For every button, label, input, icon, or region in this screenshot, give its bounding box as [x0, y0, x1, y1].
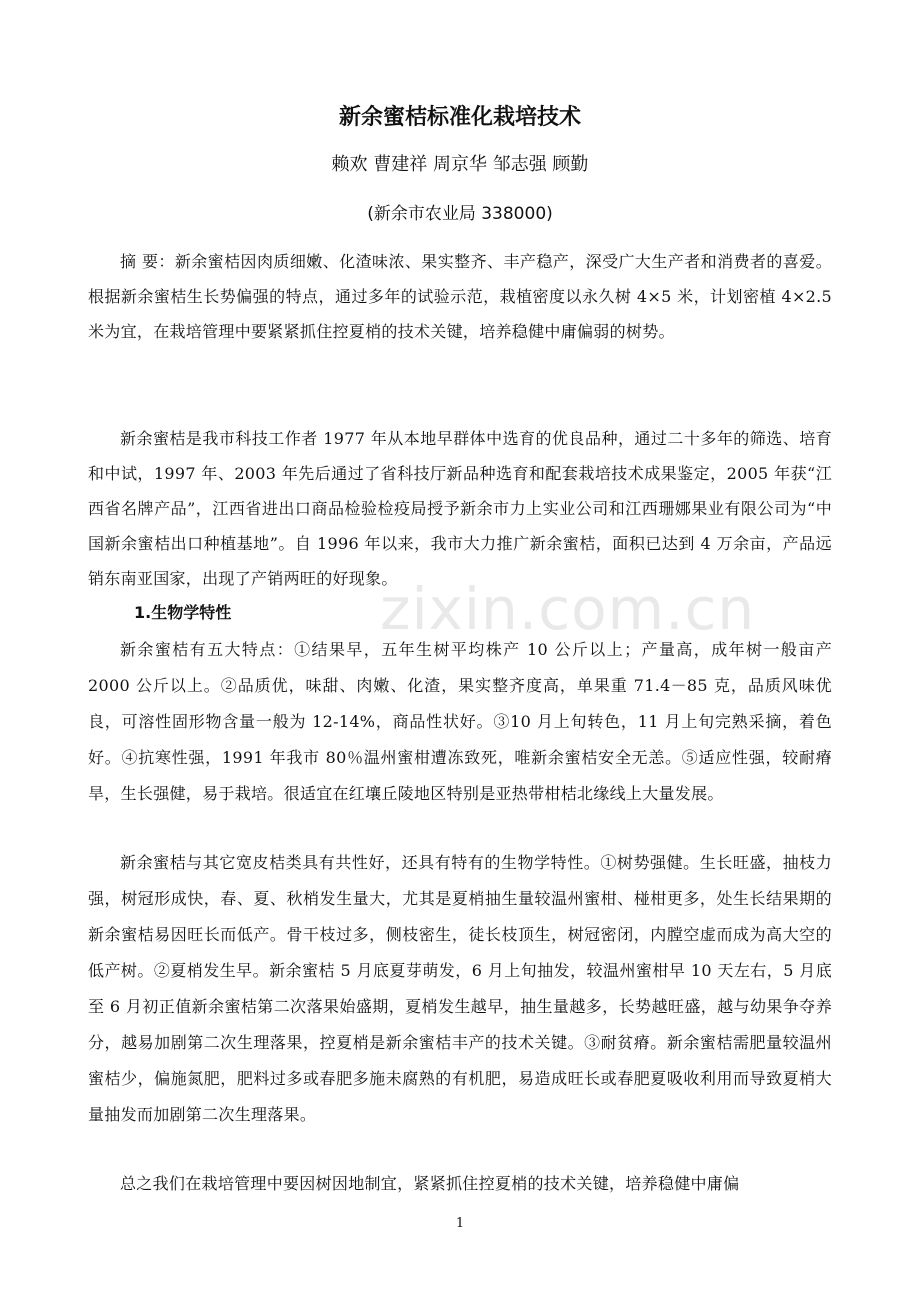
- intro-paragraph: 新余蜜桔是我市科技工作者 1977 年从本地早群体中选育的优良品种，通过二十多年的筛选、培育和中试，1997 年、2003 年先后通过了省科技厅新品种选育和配套栽培技术成果鉴定，2005 年获“江西省名牌产品”，江西省进出口商品检验检疫局授予新余市力上实业公司和江西珊娜果业有限公司为“中国新余蜜桔出口种植基地”。自 1996 年以来，我市大力推广新余蜜桔，面积已达到 4 万余亩，产品远销东南亚国家，出现了产销两旺的好现象。: [88, 429, 832, 588]
- body-paragraph: 新余蜜桔与其它宽皮桔类具有共性好，还具有特有的生物学特性。①树势强健。生长旺盛，抽枝力强，树冠形成快，春、夏、秋梢发生量大，尤其是夏梢抽生量较温州蜜柑、椪柑更多，处生长结果期的新余蜜桔易因旺长而低产。骨干枝过多，侧枝密生，徒长枝顶生，树冠密闭，内膛空虚而成为高大空的低产树。②夏梢发生早。新余蜜桔 5 月底夏芽萌发，6 月上旬抽发，较温州蜜柑早 10 天左右，5 月底至 6 月初正值新余蜜桔第二次落果始盛期，夏梢发生越早，抽生量越多，长势越旺盛，越与幼果争夺养分，越易加剧第二次生理落果，控夏梢是新余蜜桔丰产的技术关键。③耐贫瘠。新余蜜桔需肥量较温州蜜桔少，偏施氮肥，肥料过多或春肥多施未腐熟的有机肥，易造成旺长或春肥夏吸收利用而导致夏梢大量抽发而加剧第二次生理落果。: [88, 853, 832, 1124]
- page-number: 1: [455, 1216, 465, 1231]
- document-title: 新余蜜桔标准化栽培技术: [338, 105, 581, 130]
- body-paragraph: 新余蜜桔有五大特点：①结果早，五年生树平均株产 10 公斤以上；产量高，成年树一般亩产 2000 公斤以上。②品质优，味甜、肉嫩、化渣，果实整齐度高，单果重 71.4－85 克，品质风味优良，可溶性固形物含量一般为 12-14%，商品性状好。③10 月上旬转色，11 月上旬完熟采摘，着色好。④抗寒性强，1991 年我市 80％温州蜜柑遭冻致死，唯新余蜜桔安全无恙。⑤适应性强，较耐瘠旱，生长强健，易于栽培。很适宜在红壤丘陵地区特别是亚热带柑桔北缘线上大量发展。: [88, 640, 832, 803]
- abstract-paragraph: 摘 要：新余蜜桔因肉质细嫩、化渣味浓、果实整齐、丰产稳产，深受广大生产者和消费者的喜爱。根据新余蜜桔生长势偏强的特点，通过多年的试验示范，栽植密度以永久树 4×5 米，计划密植 4×2.5 米为宜，在栽培管理中要紧紧抓住控夏梢的技术关键，培养稳健中庸偏弱的树势。: [88, 252, 832, 341]
- watermark: zixin.com.cn: [380, 575, 756, 643]
- affiliation: (新余市农业局 338000): [367, 204, 553, 224]
- body-paragraph: 总之我们在栽培管理中要因树因地制宜，紧紧抓住控夏梢的技术关键，培养稳健中庸偏: [120, 1174, 740, 1193]
- section-heading: 1.生物学特性: [134, 603, 232, 622]
- author-list: 赖欢 曹建祥 周京华 邹志强 顾勤: [331, 154, 589, 175]
